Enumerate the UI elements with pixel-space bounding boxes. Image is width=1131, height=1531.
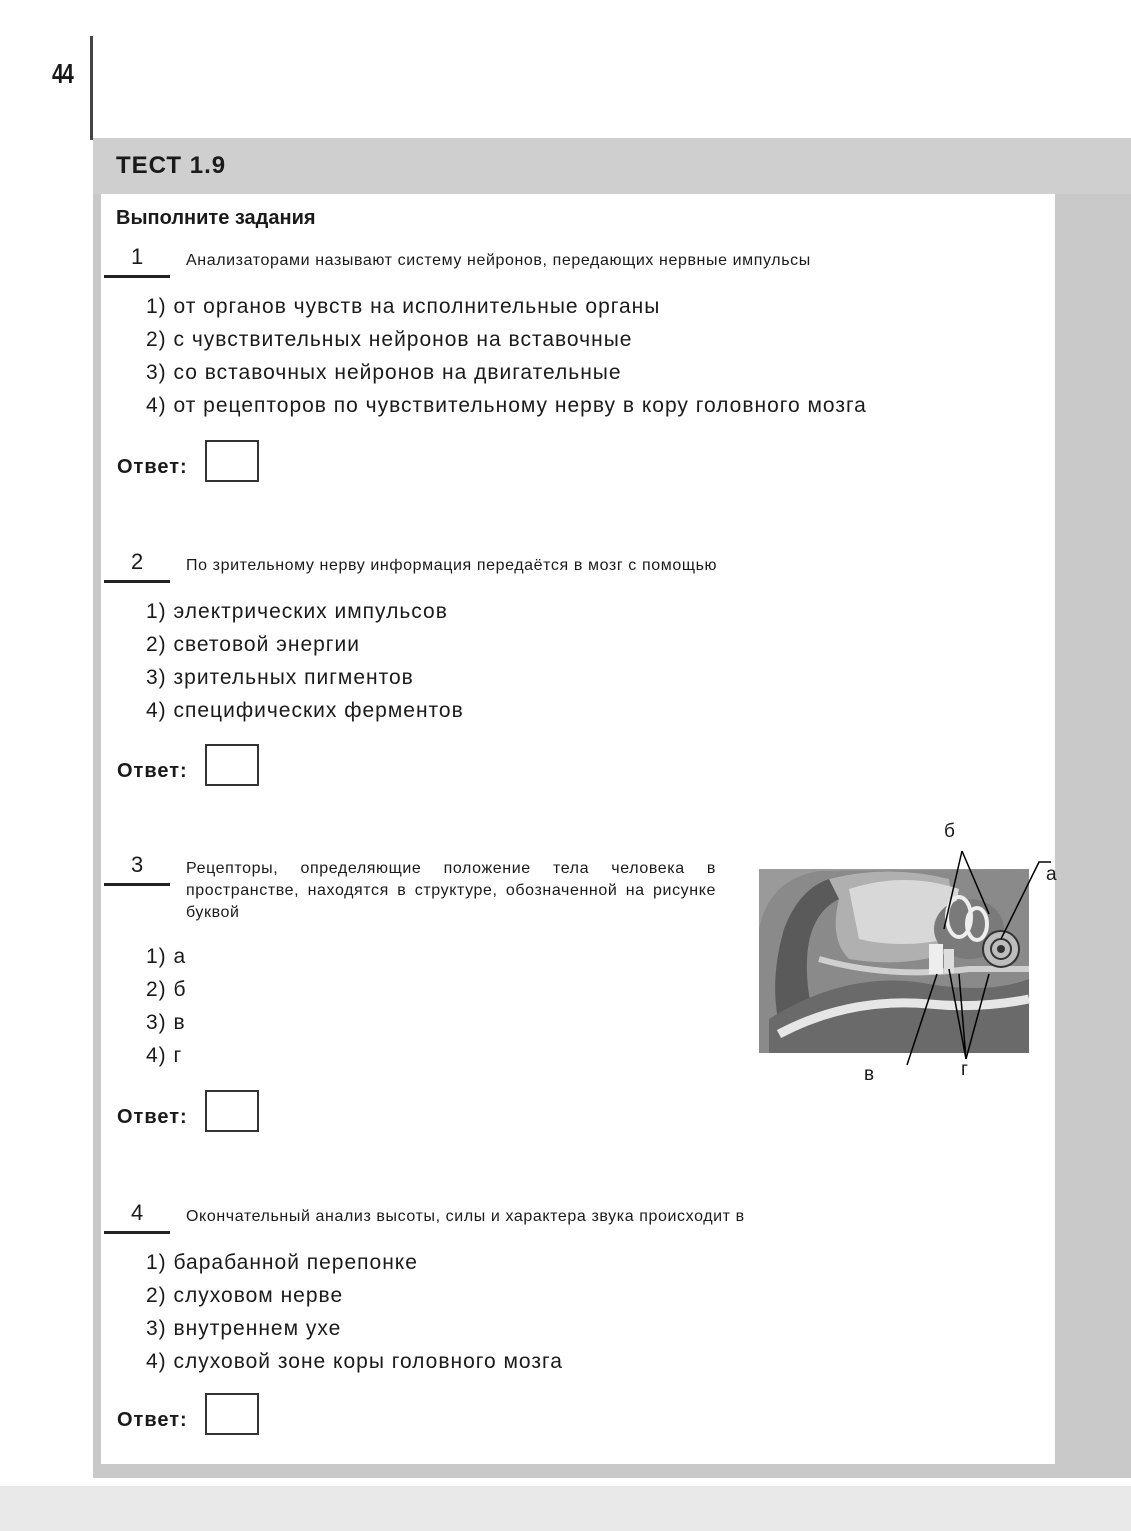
task-question: По зрительному нерву информация передаётся в мозг с помощью [186, 557, 718, 574]
task-number: 2 [131, 549, 144, 574]
task-question: Окончательный анализ высоты, силы и характера звука происходит в [186, 1208, 745, 1225]
task-options [146, 940, 187, 1072]
test-body [101, 194, 1055, 1464]
option-3[interactable]: 3) зрительных пигментов [146, 666, 414, 689]
task-number-underline [104, 275, 170, 278]
instruction: Выполните задания [116, 207, 316, 229]
test-header-band [93, 138, 1131, 194]
task-options [146, 1246, 563, 1378]
answer-box-4[interactable] [205, 1393, 259, 1435]
option-3[interactable]: 3) внутреннем ухе [146, 1317, 342, 1340]
option-4[interactable]: 4) слуховой зоне коры головного мозга [146, 1350, 563, 1373]
option-4[interactable]: 4) г [146, 1044, 183, 1067]
option-3[interactable]: 3) в [146, 1011, 186, 1034]
task-question: Анализаторами называют систему нейронов, передающих нервные импульсы [186, 252, 811, 269]
label-v: в [864, 1064, 875, 1085]
option-1[interactable]: 1) а [146, 945, 187, 968]
test-frame [93, 138, 1131, 1478]
option-4[interactable]: 4) специфических ферментов [146, 699, 464, 722]
test-title: ТЕСТ 1.9 [116, 152, 227, 179]
task-question: Рецепторы, определяющие положение тела человека в пространстве, находятся в структуре, обозначенной на рисунке буквой [186, 860, 716, 921]
label-b: б [944, 821, 955, 842]
answer-box-3[interactable] [205, 1090, 259, 1132]
task-options [146, 595, 464, 727]
task-number: 4 [131, 1200, 144, 1225]
ear-illustration [729, 819, 1059, 1089]
task-number-underline [104, 883, 170, 886]
option-3[interactable]: 3) со вставочных нейронов на двигательные [146, 361, 622, 384]
option-2[interactable]: 2) с чувствительных нейронов на вставочные [146, 328, 633, 351]
option-2[interactable]: 2) б [146, 978, 187, 1001]
answer-label: Ответ: [117, 760, 188, 782]
option-4[interactable]: 4) от рецепторов по чувствительному нерву в кору головного мозга [146, 394, 867, 417]
ear-diagram [729, 819, 1059, 1089]
task-number-underline [104, 580, 170, 583]
page-bottom-strip [0, 1486, 1131, 1531]
label-g: г [961, 1059, 968, 1080]
answer-label: Ответ: [117, 1409, 188, 1431]
page-number: 44 [52, 58, 73, 89]
margin-rule [90, 36, 93, 140]
option-2[interactable]: 2) световой энергии [146, 633, 360, 656]
answer-box-2[interactable] [205, 744, 259, 786]
label-a: а [1046, 864, 1057, 885]
task-number: 1 [131, 244, 144, 269]
answer-label: Ответ: [117, 456, 188, 478]
option-2[interactable]: 2) слуховом нерве [146, 1284, 344, 1307]
task-options [146, 290, 867, 422]
task-number-underline [104, 1231, 170, 1234]
answer-label: Ответ: [117, 1106, 188, 1128]
option-1[interactable]: 1) электрических импульсов [146, 600, 448, 623]
option-1[interactable]: 1) от органов чувств на исполнительные органы [146, 295, 661, 318]
answer-box-1[interactable] [205, 440, 259, 482]
option-1[interactable]: 1) барабанной перепонке [146, 1251, 418, 1274]
task-number: 3 [131, 852, 144, 877]
